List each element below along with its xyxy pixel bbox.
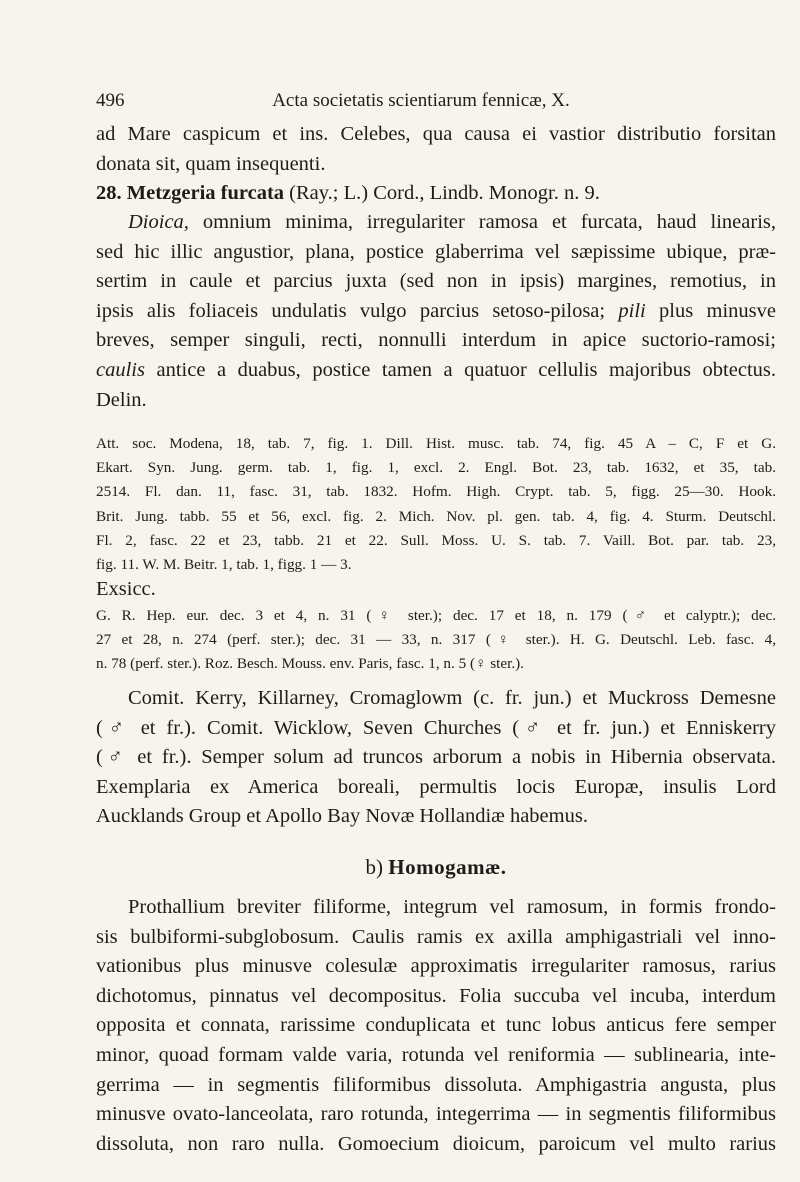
reference-line: 27 et 28, n. 274 (perf. ster.); dec. 31 — 33, n. 317 (♀ ster.). H. G. Deutschl. Leb. fasc. 4, [96, 631, 776, 649]
reference-line: 2514. Fl. dan. 11, fasc. 31, tab. 1832. Hofm. High. Crypt. tab. 5, figg. 25—30. Hook. [96, 483, 776, 501]
running-title: Acta societatis scientiarum fennicæ, X. [272, 90, 570, 111]
section-title: Homogamæ. [388, 855, 507, 879]
text-line: donata sit, quam insequenti. [96, 152, 326, 175]
species-number: 28. [96, 182, 122, 204]
text-line: dichotomus, pinnatus vel decompositus. Folia succuba vel incuba, interdum [96, 984, 776, 1007]
text-line: minusve ovato-lanceolata, raro rotunda, integerrima — in segmentis filiformibus [96, 1103, 776, 1126]
section-heading [96, 855, 776, 880]
text-line: (♂ et fr.). Comit. Wicklow, Seven Churches (♂ et fr. jun.) et Enniskerry [96, 716, 776, 739]
species-description [96, 208, 776, 415]
text-line: ad Mare caspicum et ins. Celebes, qua causa ei vastior distributio forsitan [96, 123, 776, 145]
text-line: opposita et connata, rarissime conduplicata et tunc lobus anticus fere semper [96, 1014, 776, 1037]
reference-line: G. R. Hep. eur. dec. 3 et 4, n. 31 (♀ ster.); dec. 17 et 18, n. 179 (♂ et calyptr.); dec. [96, 607, 776, 624]
reference-line: n. 78 (perf. ster.). Roz. Besch. Mouss. env. Paris, fasc. 1, n. 5 (♀ ster.). [96, 655, 524, 673]
exsicc-references [96, 604, 776, 677]
text-line: Dioica, omnium minima, irregulariter ramosa et furcata, haud linearis, [128, 211, 776, 233]
distribution-paragraph [96, 684, 776, 832]
section-label: b) [365, 855, 383, 879]
reference-line: Att. soc. Modena, 18, tab. 7, fig. 1. Dill. Hist. musc. tab. 74, fig. 45 A – C, F et G. [96, 435, 776, 452]
text-line: Comit. Kerry, Killarney, Cromaglowm (c. fr. jun.) et Muckross Demesne [128, 687, 776, 709]
text-line: sertim in caule et parcius juxta (sed non in ipsis) margines, remotius, in [96, 270, 776, 293]
text-line: Prothallium breviter filiforme, integrum vel ramosum, in formis frondo- [128, 896, 776, 918]
species-heading [96, 179, 776, 209]
text-line: minor, quoad formam valde varia, rotunda vel reniformia — sublinearia, inte- [96, 1043, 776, 1066]
text-line: sis bulbiformi-subglobosum. Caulis ramis ex axilla amphigastriali vel inno- [96, 925, 776, 948]
text-line: Aucklands Group et Apollo Bay Novæ Hollandiæ habemus. [96, 805, 588, 828]
text-line: (♂ et fr.). Semper solum ad truncos arborum a nobis in Hibernia observata. [96, 746, 776, 769]
species-name: Metzgeria furcata [126, 182, 285, 204]
exsicc-label-block [96, 575, 776, 605]
text-line: caulis antice a duabus, postice tamen a quatuor cellulis majoribus obtectus. [96, 358, 776, 381]
homogamae-paragraph [96, 893, 776, 1159]
reference-line: Ekart. Syn. Jung. germ. tab. 1, fig. 1, excl. 2. Engl. Bot. 23, tab. 1632, et 35, tab. [96, 459, 776, 477]
reference-line: Brit. Jung. tabb. 55 et 56, excl. fig. 2. Mich. Nov. pl. gen. tab. 4, fig. 4. Sturm. Deutschl. [96, 507, 776, 525]
reference-line: fig. 11. W. M. Beitr. 1, tab. 1, figg. 1 — 3. [96, 556, 352, 574]
text-line: sed hic illic angustior, plana, postice glaberrima vel sæpissime ubique, præ- [96, 240, 776, 263]
text-line: ipsis alis foliaceis undulatis vulgo parcius setoso-pilosa; pili plus minusve [96, 299, 776, 322]
text-line: gerrima — in segmentis filiformibus dissoluta. Amphigastria angusta, plus [96, 1073, 776, 1096]
delin-references [96, 432, 776, 577]
text-line: Exemplaria ex America boreali, permultis locis Europæ, insulis Lord [96, 775, 776, 798]
page-number: 496 [96, 90, 125, 111]
intro-paragraph [96, 120, 776, 179]
exsicc-label: Exsicc. [96, 578, 156, 600]
species-authority: (Ray.; L.) Cord., Lindb. Monogr. n. 9. [289, 182, 600, 204]
text-line: dissoluta, non raro nulla. Gomoecium dioicum, paroicum vel multo rarius [96, 1132, 776, 1155]
reference-line: Fl. 2, fasc. 22 et 23, tabb. 21 et 22. Sull. Moss. U. S. tab. 7. Vaill. Bot. par. tab. 23, [96, 531, 776, 549]
text-line: breves, semper singuli, recti, nonnulli interdum in apice suctorio-ramosi; [96, 329, 776, 352]
delin-label: Delin. [96, 388, 147, 411]
text-line: vationibus plus minusve colesulæ approximatis irregulariter ramosus, rarius [96, 955, 776, 978]
running-header [96, 90, 776, 112]
